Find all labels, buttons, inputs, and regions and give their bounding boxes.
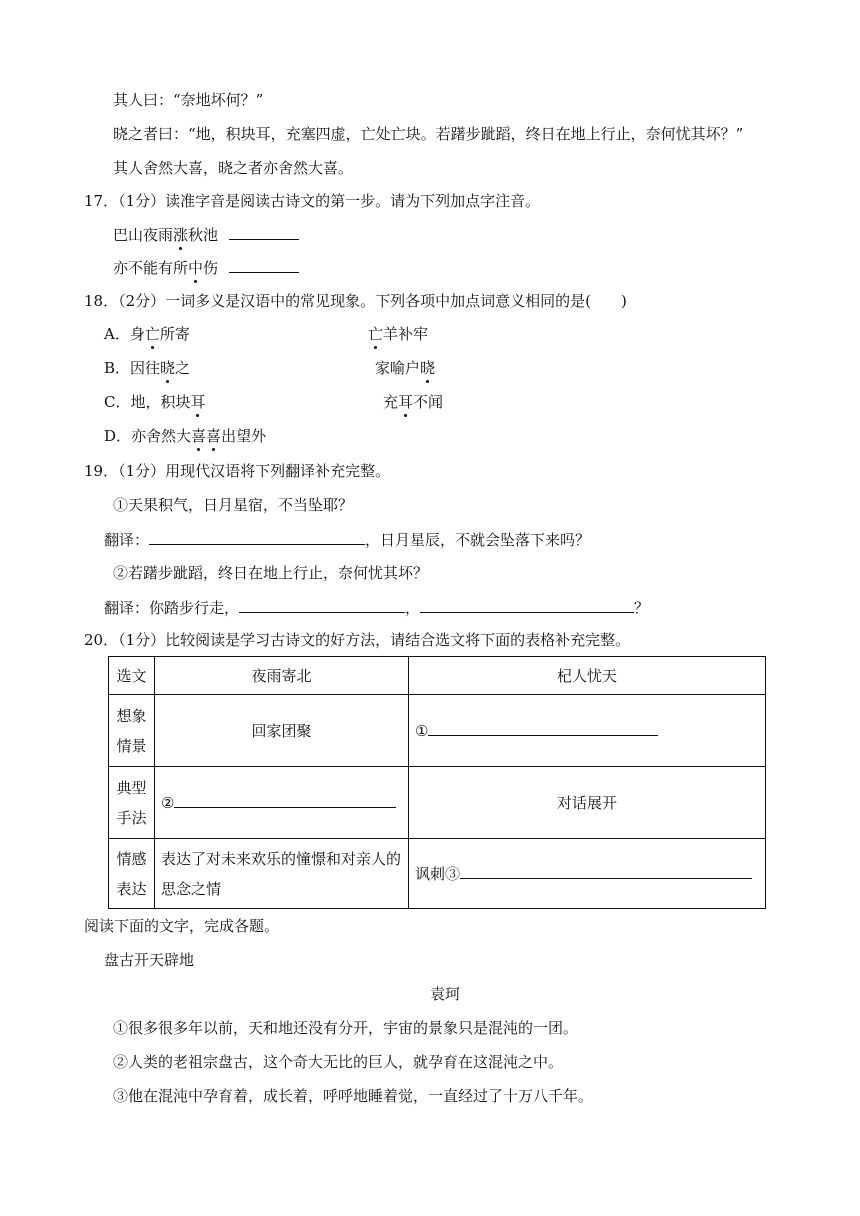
text: 充 — [383, 393, 399, 411]
text: A．身 — [104, 325, 145, 343]
q17-item-2 — [113, 257, 299, 278]
text: 讽刺③ — [415, 864, 461, 883]
text: B．因往 — [104, 359, 161, 377]
text: 不闻 — [413, 393, 444, 411]
passage-line: 其人曰：“奈地坏何？” — [113, 91, 264, 109]
row-label: 想象情景 — [109, 695, 155, 767]
reading-intro: 阅读下面的文字，完成各题。 — [84, 917, 280, 935]
answer-blank[interactable] — [149, 529, 365, 545]
answer-blank[interactable] — [420, 597, 634, 613]
comparison-table — [108, 656, 766, 909]
text: 亦不能有所 — [113, 259, 189, 277]
text: ，日月星辰，不就会坠落下来吗？ — [365, 531, 591, 549]
text: 所寄 — [159, 325, 190, 343]
q19-sentence-2: ②若躇步跐蹈，终日在地上行止，奈何忧其坏？ — [113, 564, 429, 582]
table-header: 夜雨寄北 — [155, 657, 409, 695]
table-header: 杞人忧天 — [409, 657, 766, 695]
option-b-compare — [375, 358, 435, 378]
text: ？ — [634, 599, 650, 617]
answer-blank[interactable] — [229, 224, 299, 240]
dotted-char: 晓 — [160, 359, 176, 377]
dotted-char: 亡 — [368, 325, 384, 343]
table-row — [109, 839, 766, 909]
table-row — [109, 767, 766, 839]
dotted-char: 涨 — [173, 226, 189, 244]
text: 秋池 — [188, 226, 219, 244]
q19-translation-1 — [104, 529, 590, 550]
row-label: 情感表达 — [109, 839, 155, 909]
dotted-char: 亡 — [144, 325, 160, 343]
option-d[interactable] — [104, 426, 266, 446]
text: ， — [405, 599, 421, 617]
text: 家喻户 — [375, 359, 421, 377]
row-label: 典型手法 — [109, 767, 155, 839]
q17-item-1 — [113, 224, 299, 245]
option-a-compare — [368, 324, 428, 344]
dotted-char: 中 — [188, 259, 204, 277]
table-cell: 对话展开 — [409, 767, 766, 839]
question-19-stem: 19．（1分）用现代汉语将下列翻译补充完整。 — [84, 462, 391, 480]
passage-line: 晓之者曰：“地，积块耳，充塞四虚，亡处亡块。若躇步跐蹈，终日在地上行止，奈何忧其坏？” — [113, 125, 744, 143]
table-cell — [155, 767, 409, 839]
text: 之 — [175, 359, 191, 377]
reading-author: 袁珂 — [430, 985, 461, 1003]
table-row — [109, 657, 766, 695]
answer-blank[interactable] — [229, 257, 299, 273]
text: ① — [415, 721, 429, 740]
q19-sentence-1: ①天果积气，日月星宿，不当坠耶？ — [113, 496, 354, 514]
dotted-char: 喜 — [191, 427, 207, 445]
text: 羊补牢 — [383, 325, 429, 343]
reading-paragraph: ②人类的老祖宗盘古，这个奇大无比的巨人，就孕育在这混沌之中。 — [113, 1053, 564, 1071]
text: C．地，积块 — [104, 393, 191, 411]
answer-blank[interactable] — [428, 720, 658, 736]
dotted-char: 耳 — [190, 393, 206, 411]
reading-title: 盘古开天辟地 — [104, 951, 195, 969]
table-cell: 回家团聚 — [155, 695, 409, 767]
answer-blank[interactable] — [239, 597, 405, 613]
text: 出望外 — [221, 427, 267, 445]
q19-translation-2 — [104, 597, 649, 618]
table-header: 选文 — [109, 657, 155, 695]
reading-paragraph: ①很多很多年以前，天和地还没有分开，宇宙的景象只是混沌的一团。 — [113, 1019, 579, 1037]
dotted-char: 喜 — [206, 427, 222, 445]
text: 巴山夜雨 — [113, 226, 174, 244]
passage-line: 其人舍然大喜，晓之者亦舍然大喜。 — [113, 159, 354, 177]
question-20-stem: 20．（1分）比较阅读是学习古诗文的好方法，请结合选文将下面的表格补充完整。 — [84, 631, 631, 649]
option-c[interactable] — [104, 392, 206, 412]
dotted-char: 晓 — [420, 359, 436, 377]
table-cell: 表达了对未来欢乐的憧憬和对亲人的思念之情 — [155, 839, 409, 909]
table-row — [109, 695, 766, 767]
dotted-char: 耳 — [398, 393, 414, 411]
table-cell — [409, 695, 766, 767]
text: 伤 — [203, 259, 219, 277]
option-a[interactable] — [104, 324, 190, 344]
text: D．亦舍然大 — [104, 427, 192, 445]
question-18-stem: 18．（2分）一词多义是汉语中的常见现象。下列各项中加点词意义相同的是( ) — [84, 292, 627, 310]
text: ② — [161, 793, 175, 812]
option-b[interactable] — [104, 358, 190, 378]
reading-paragraph: ③他在混沌中孕育着，成长着，呼呼地睡着觉，一直经过了十万八千年。 — [113, 1087, 594, 1105]
question-17-stem: 17．（1分）读准字音是阅读古诗文的第一步。请为下列加点字注音。 — [84, 192, 541, 210]
text: 翻译：你踏步行走， — [104, 599, 240, 617]
option-c-compare — [383, 392, 443, 412]
answer-blank[interactable] — [460, 863, 752, 879]
table-cell — [409, 839, 766, 909]
text: 翻译： — [104, 531, 150, 549]
answer-blank[interactable] — [174, 792, 396, 808]
